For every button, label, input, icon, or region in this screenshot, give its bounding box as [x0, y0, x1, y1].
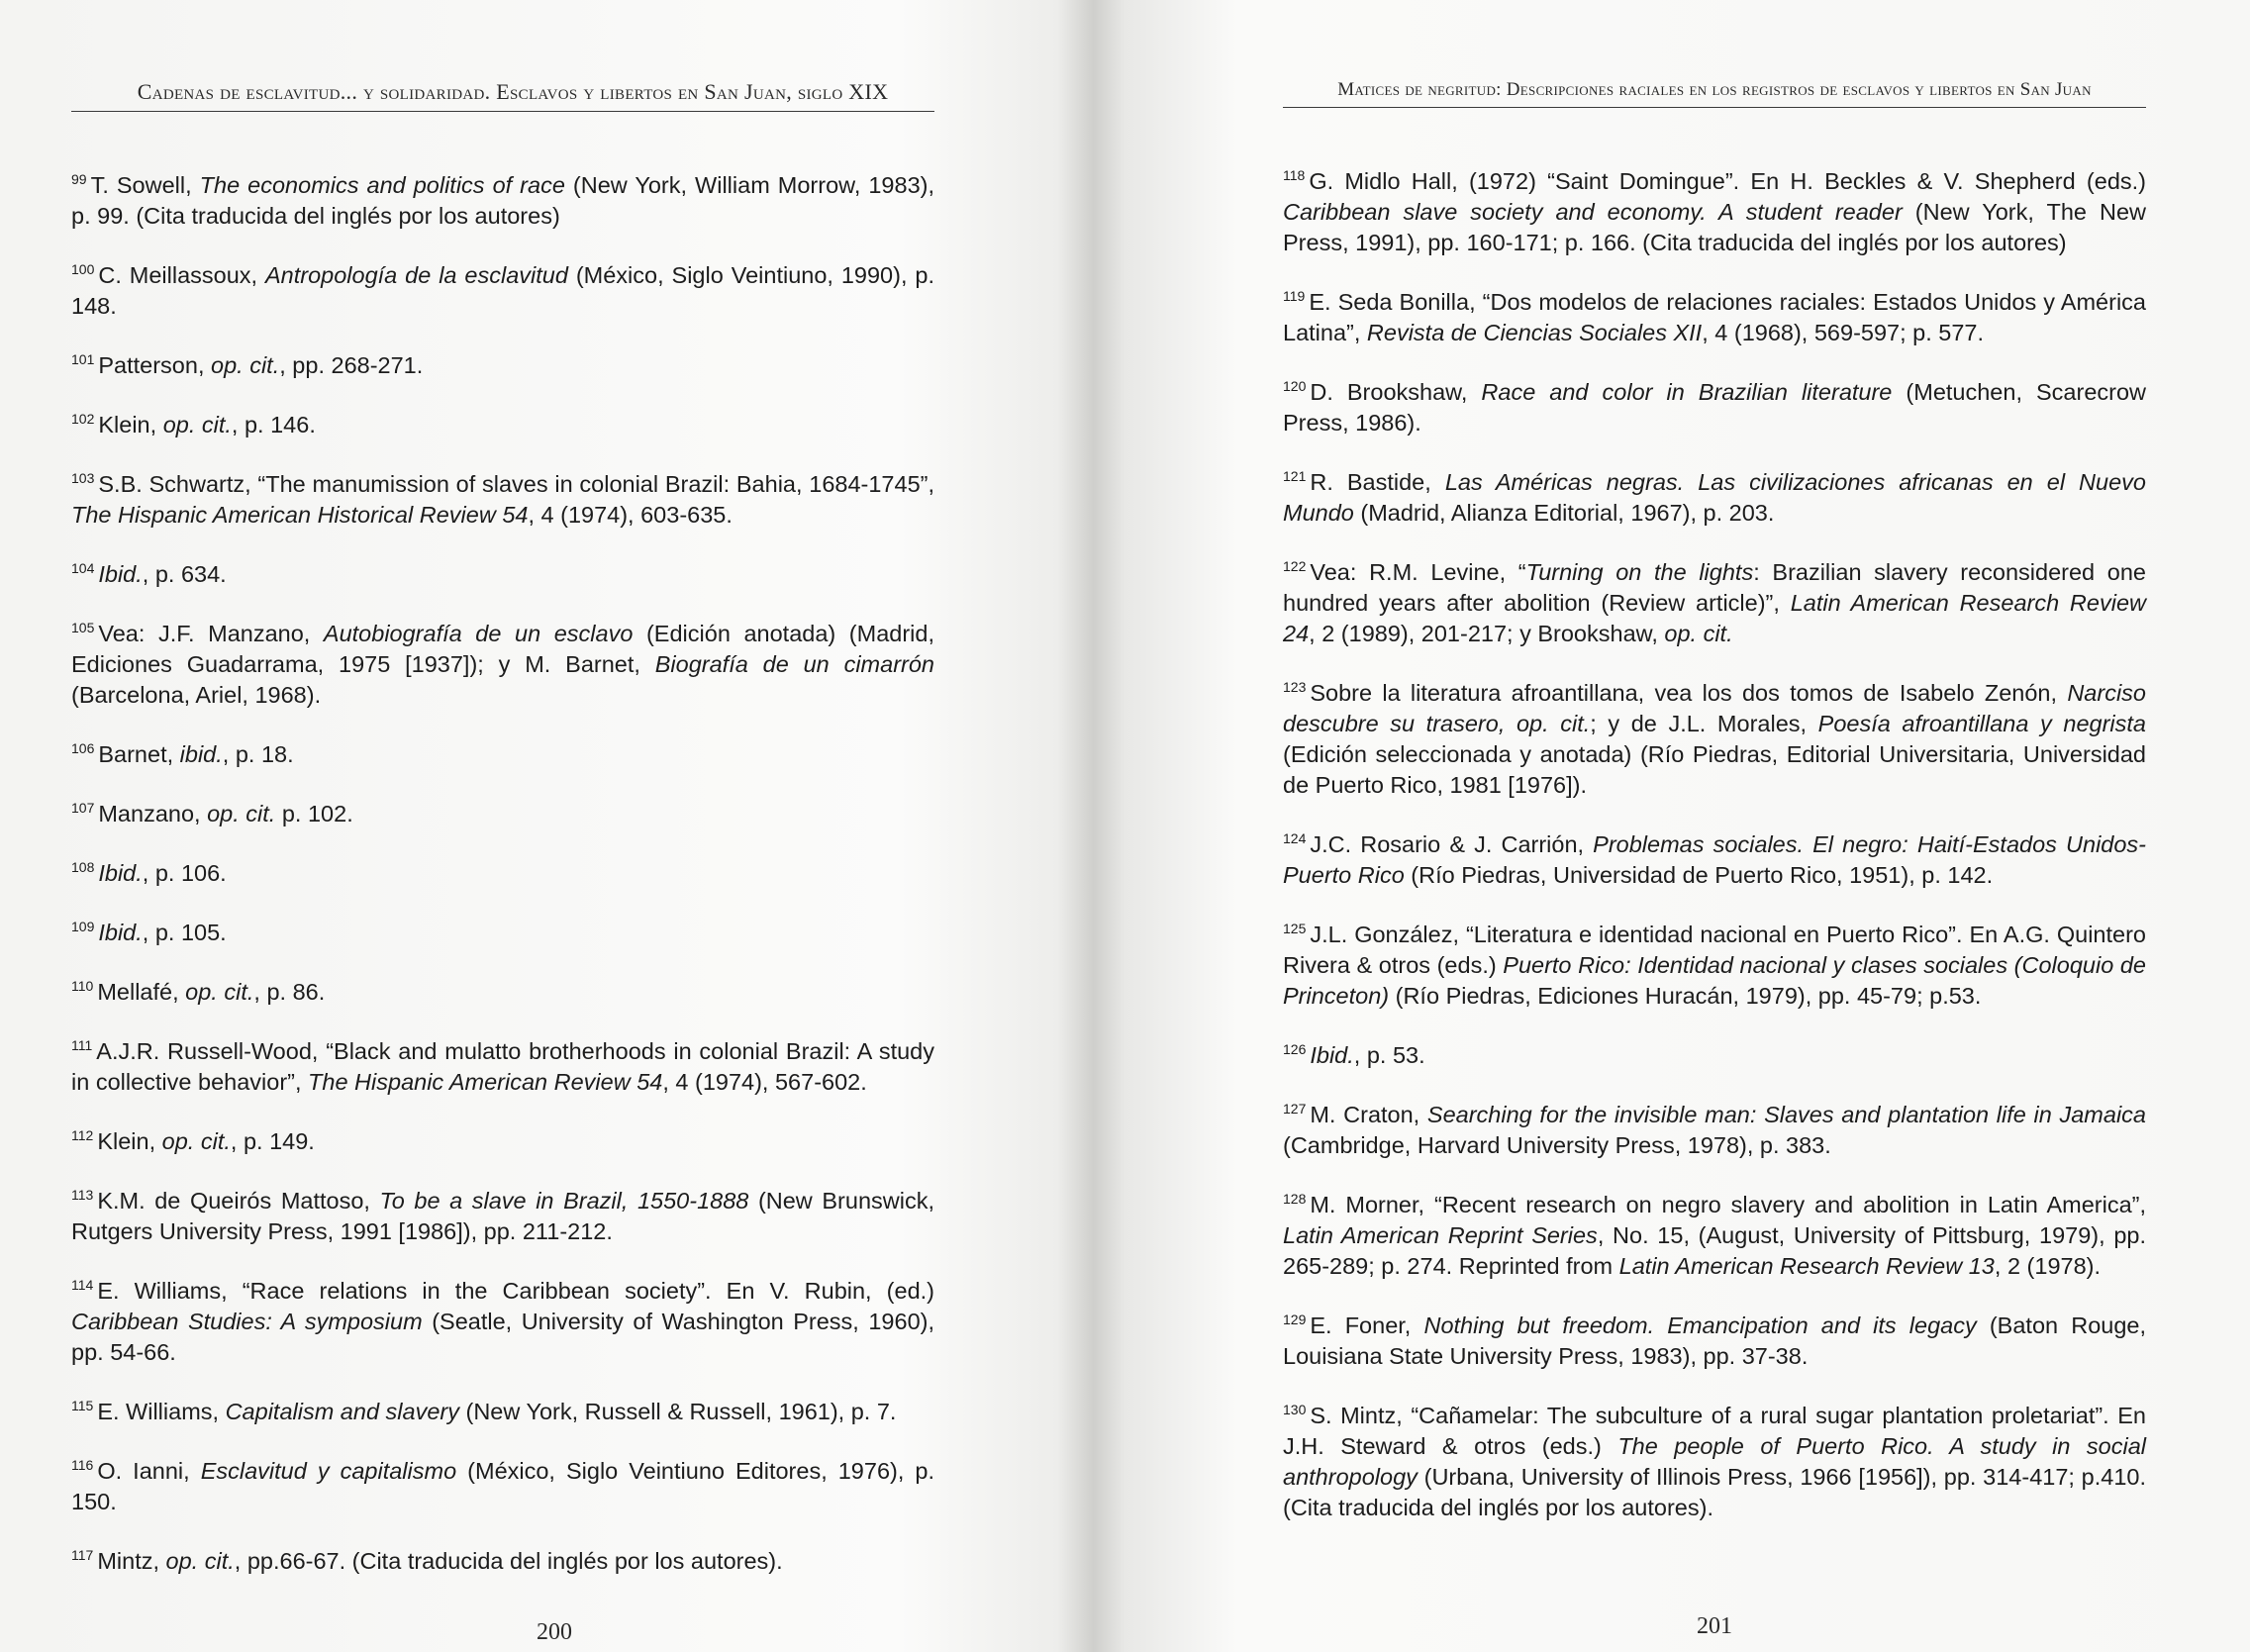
- footnote-number: 125: [1283, 921, 1307, 936]
- footnote-number: 117: [71, 1547, 94, 1563]
- footnote-text: , p. 18.: [222, 741, 294, 767]
- footnote-number: 106: [71, 740, 95, 756]
- footnote: [71, 469, 934, 531]
- footnote-number: 122: [1283, 558, 1307, 574]
- footnote-number: 120: [1283, 378, 1307, 394]
- footnotes-right: [1283, 166, 2146, 1552]
- footnote-text: (Metuchen, Scarecrow Press, 1986).: [1283, 379, 2147, 436]
- footnote-text: (Edición seleccionada y anotada) (Río Piedras, Editorial Universitaria, Universidad de Puerto Rico, 1981 [1976]).: [1283, 741, 2146, 798]
- footnote-text: Mintz,: [97, 1548, 166, 1574]
- footnote-italic-text: The people of Puerto Rico. A study in social anthropology: [1283, 1433, 2146, 1490]
- footnote-number: 104: [71, 560, 95, 576]
- footnote: [1283, 1100, 2146, 1161]
- footnote-text: J.L. González, “Literatura e identidad nacional en Puerto Rico”. En A.G. Quintero Rivera & otros (eds.): [1283, 922, 2146, 978]
- footnote-number: 121: [1283, 468, 1307, 484]
- footnote-italic-text: Ibid.: [1310, 1042, 1354, 1068]
- footnote-number: 101: [71, 351, 95, 367]
- footnote-text: , No. 15, (August, University of Pittsburg, 1979), pp. 265-289; p. 274. Reprinted from: [1283, 1222, 2147, 1279]
- footnote-text: , p. 53.: [1353, 1042, 1425, 1068]
- footnote-text: (Río Piedras, Ediciones Huracán, 1979), pp. 45-79; p.53.: [1389, 983, 1982, 1009]
- footnote-italic-text: op. cit.: [185, 979, 254, 1005]
- footnote-italic-text: Turning on the lights: [1525, 559, 1754, 585]
- footnote-number: 127: [1283, 1101, 1307, 1117]
- footnote-text: Klein,: [98, 412, 163, 437]
- footnote-text: Klein,: [97, 1128, 162, 1154]
- footnote-text: E. Seda Bonilla, “Dos modelos de relaciones raciales: Estados Unidos y América Latina”,: [1283, 289, 2146, 345]
- footnote-text: , 2 (1989), 201-217; y Brookshaw,: [1309, 621, 1665, 646]
- footnote: [1283, 467, 2146, 529]
- footnote-italic-text: Problemas sociales. El negro: Haití-Estados Unidos-Puerto Rico: [1283, 831, 2147, 888]
- footnote: [71, 170, 934, 232]
- footnote-number: 112: [71, 1127, 94, 1143]
- footnote: [1283, 920, 2146, 1012]
- footnote-text: (México, Siglo Veintiuno, 1990), p. 148.: [71, 262, 934, 319]
- footnote-number: 128: [1283, 1191, 1307, 1207]
- footnote-italic-text: The Hispanic American Review 54: [308, 1069, 663, 1095]
- footnote-text: G. Midlo Hall, (1972) “Saint Domingue”. En H. Beckles & V. Shepherd (eds.): [1309, 168, 2146, 194]
- footnote-number: 100: [71, 261, 95, 277]
- footnote-italic-text: Revista de Ciencias Sociales XII: [1366, 320, 1703, 345]
- footnote-number: 109: [71, 919, 95, 934]
- footnote-text: Barnet,: [98, 741, 180, 767]
- footnote-number: 99: [71, 171, 87, 187]
- footnote-text: , p. 149.: [230, 1128, 315, 1154]
- running-head-right: Matices de negritud: Descripciones raciales en los registros de esclavos y libertos en San Juan: [1283, 79, 2146, 108]
- footnote-text: , pp.66-67. (Cita traducida del inglés por los autores).: [234, 1548, 783, 1574]
- page-number-right: 201: [1697, 1613, 1732, 1639]
- footnote: [1283, 829, 2146, 891]
- footnote-text: J.C. Rosario & J. Carrión,: [1310, 831, 1594, 857]
- footnote-text: , pp. 268-271.: [279, 352, 424, 378]
- footnote-number: 116: [71, 1457, 94, 1473]
- footnote-text: Patterson,: [98, 352, 212, 378]
- footnote-text: (Baton Rouge, Louisiana State University Press, 1983), pp. 37-38.: [1283, 1312, 2147, 1369]
- footnote-text: Sobre la literatura afroantillana, vea los dos tomos de Isabelo Zenón,: [1310, 680, 2068, 706]
- footnote-number: 123: [1283, 679, 1307, 695]
- footnote-text: , 4 (1968), 569-597; p. 577.: [1702, 320, 1985, 345]
- footnote-text: (Madrid, Alianza Editorial, 1967), p. 203.: [1353, 500, 1775, 526]
- footnote-text: (Barcelona, Ariel, 1968).: [71, 682, 322, 708]
- footnote-number: 111: [71, 1037, 93, 1053]
- footnote-italic-text: Caribbean slave society and economy. A student reader: [1283, 199, 1903, 225]
- footnote-italic-text: The economics and politics of race: [199, 172, 565, 198]
- right-page: [1283, 0, 2146, 1652]
- footnote: [1283, 557, 2146, 649]
- footnote-number: 130: [1283, 1402, 1307, 1417]
- footnote-italic-text: op. cit.: [161, 1128, 231, 1154]
- footnote-italic-text: Poesía afroantillana y negrista: [1817, 711, 2146, 736]
- footnote-text: M. Morner, “Recent research on negro slavery and abolition in Latin America”,: [1310, 1192, 2146, 1217]
- footnote-italic-text: op. cit.: [165, 1548, 235, 1574]
- footnote-italic-text: Ibid.: [98, 561, 143, 587]
- footnote-text: D. Brookshaw,: [1310, 379, 1482, 405]
- footnote-number: 114: [71, 1277, 94, 1293]
- footnote-text: (México, Siglo Veintiuno Editores, 1976), p. 150.: [71, 1458, 934, 1514]
- page-number-left: [131, 1619, 1002, 1646]
- footnote-text: , 4 (1974), 567-602.: [662, 1069, 867, 1095]
- footnote-italic-text: Antropología de la esclavitud: [264, 262, 568, 288]
- footnote-number: 102: [71, 411, 95, 427]
- footnote: [71, 1276, 934, 1368]
- footnote-number: 124: [1283, 830, 1307, 846]
- footnote: [1283, 1311, 2146, 1372]
- footnote: [71, 350, 934, 381]
- footnote-text: S.B. Schwartz, “The manumission of slaves in colonial Brazil: Bahia, 1684-1745”,: [98, 471, 934, 497]
- footnote-text: p. 102.: [275, 801, 353, 826]
- footnote-italic-text: Nothing but freedom. Emancipation and its legacy: [1423, 1312, 1977, 1338]
- footnote-number: 105: [71, 620, 95, 635]
- footnote-italic-text: Ibid.: [98, 860, 143, 886]
- footnote-italic-text: op. cit.: [1664, 621, 1733, 646]
- footnote-text: O. Ianni,: [97, 1458, 201, 1484]
- footnote: [1283, 678, 2146, 801]
- footnote: [71, 559, 934, 590]
- left-page: [71, 0, 934, 1652]
- footnote-number: 107: [71, 800, 95, 816]
- footnote-text: Vea: J.F. Manzano,: [98, 621, 324, 646]
- footnote-number: 110: [71, 978, 94, 994]
- footnote-text: : Brazilian slavery reconsidered one hundred years after abolition (Review article)”,: [1283, 559, 2146, 616]
- footnote-italic-text: Las Américas negras. Las civilizaciones africanas en el Nuevo Mundo: [1283, 469, 2146, 526]
- footnote: [71, 858, 934, 889]
- footnote-italic-text: ibid.: [179, 741, 223, 767]
- footnote-text: R. Bastide,: [1310, 469, 1445, 495]
- footnote-italic-text: Narciso descubre su trasero, op. cit.: [1283, 680, 2146, 736]
- footnote: [71, 1397, 934, 1427]
- footnote-text: , 4 (1974), 603-635.: [528, 502, 733, 528]
- footnote-italic-text: op. cit.: [207, 801, 276, 826]
- footnote: [1283, 166, 2146, 258]
- running-head-left: Cadenas de esclavitud... y solidaridad. Esclavos y libertos en San Juan, siglo XIX: [71, 79, 934, 112]
- footnote-text: (New York, William Morrow, 1983), p. 99. (Cita traducida del inglés por los autores): [71, 172, 934, 229]
- footnote-text: (New York, Russell & Russell, 1961), p. 7.: [458, 1399, 897, 1424]
- footnote: [1283, 1040, 2146, 1071]
- footnote: [71, 619, 934, 711]
- footnotes-left: [71, 170, 934, 1605]
- footnote-italic-text: Ibid.: [98, 920, 143, 945]
- footnote-number: 126: [1283, 1041, 1307, 1057]
- footnote: [1283, 1401, 2146, 1523]
- footnote: [71, 918, 934, 948]
- footnote-text: , 2 (1978).: [1994, 1253, 2102, 1279]
- footnote-text: , p. 105.: [142, 920, 227, 945]
- footnote-text: (Urbana, University of Illinois Press, 1966 [1956]), pp. 314-417; p.410. (Cita traducida del inglés por los autores).: [1283, 1464, 2146, 1520]
- footnote-italic-text: Searching for the invisible man: Slaves and plantation life in Jamaica: [1426, 1102, 2146, 1127]
- footnote-text: (Río Piedras, Universidad de Puerto Rico, 1951), p. 142.: [1404, 862, 1994, 888]
- footnote: [71, 410, 934, 440]
- footnote-text: (New Brunswick, Rutgers University Press, 1991 [1986]), pp. 211-212.: [71, 1188, 934, 1244]
- footnote-text: , p. 86.: [253, 979, 326, 1005]
- footnote-text: Vea: R.M. Levine, “: [1310, 559, 1526, 585]
- footnote-number: 129: [1283, 1312, 1307, 1327]
- footnote-italic-text: Latin American Research Review 24: [1283, 590, 2146, 646]
- footnote-italic-text: Puerto Rico: Identidad nacional y clases sociales (Coloquio de Princeton): [1283, 952, 2146, 1009]
- footnote-italic-text: Capitalism and slavery: [225, 1399, 459, 1424]
- footnote-text: (Seatle, University of Washington Press, 1960), pp. 54-66.: [71, 1309, 934, 1365]
- footnote-number: 113: [71, 1187, 94, 1203]
- footnote-text: T. Sowell,: [90, 172, 200, 198]
- footnote-text: S. Mintz, “Cañamelar: The subculture of a rural sugar plantation proletariat”. En J.H. Steward & otros (eds.): [1283, 1403, 2146, 1459]
- footnote: [71, 977, 934, 1008]
- footnote: [71, 739, 934, 770]
- footnote: [71, 799, 934, 829]
- footnote-text: K.M. de Queirós Mattoso,: [97, 1188, 380, 1214]
- footnote-italic-text: Latin American Reprint Series: [1283, 1222, 1598, 1248]
- footnote-number: 118: [1283, 167, 1306, 183]
- footnote: [71, 1186, 934, 1247]
- footnote: [1283, 287, 2146, 348]
- footnote-text: M. Craton,: [1310, 1102, 1427, 1127]
- footnote-text: E. Williams, “Race relations in the Caribbean society”. En V. Rubin, (ed.): [97, 1278, 934, 1304]
- footnote-italic-text: Caribbean Studies: A symposium: [71, 1309, 423, 1334]
- footnote-text: , p. 634.: [142, 561, 227, 587]
- footnote-italic-text: Biografía de un cimarrón: [654, 651, 934, 677]
- footnote-italic-text: Esclavitud y capitalismo: [200, 1458, 457, 1484]
- footnote-text: (New York, The New Press, 1991), pp. 160-171; p. 166. (Cita traducida del inglés por los autores): [1283, 199, 2146, 255]
- footnote-text: (Cambridge, Harvard University Press, 1978), p. 383.: [1283, 1132, 1831, 1158]
- footnote: [71, 1036, 934, 1098]
- footnote: [1283, 377, 2146, 438]
- footnote-italic-text: To be a slave in Brazil, 1550-1888: [379, 1188, 749, 1214]
- footnote-italic-text: Autobiografía de un esclavo: [323, 621, 634, 646]
- footnote-number: 108: [71, 859, 95, 875]
- footnote-text: E. Foner,: [1310, 1312, 1424, 1338]
- footnote-number: 119: [1283, 288, 1306, 304]
- footnote-text: ; y de J.L. Morales,: [1590, 711, 1818, 736]
- footnote-text: A.J.R. Russell-Wood, “Black and mulatto brotherhoods in colonial Brazil: A study in collective behavior”,: [71, 1038, 934, 1095]
- footnote: [71, 260, 934, 322]
- footnote: [71, 1546, 934, 1577]
- footnote-text: C. Meillassoux,: [98, 262, 265, 288]
- footnote: [71, 1126, 934, 1157]
- footnote-italic-text: op. cit.: [211, 352, 280, 378]
- footnote-italic-text: The Hispanic American Historical Review 54: [71, 502, 529, 528]
- footnote: [71, 1456, 934, 1517]
- footnote-text: , p. 106.: [142, 860, 227, 886]
- footnote-text: Manzano,: [98, 801, 208, 826]
- page-number-left-text: 200: [537, 1619, 572, 1645]
- footnote-text: , p. 146.: [231, 412, 316, 437]
- footnote: [1283, 1190, 2146, 1282]
- footnote-number: 115: [71, 1398, 94, 1413]
- footnote-italic-text: Latin American Research Review 13: [1618, 1253, 1995, 1279]
- footnote-text: (Edición anotada) (Madrid, Ediciones Guadarrama, 1975 [1937]); y M. Barnet,: [71, 621, 934, 677]
- footnote-text: E. Williams,: [97, 1399, 226, 1424]
- footnote-text: Mellafé,: [97, 979, 186, 1005]
- footnote-italic-text: op. cit.: [162, 412, 232, 437]
- footnote-italic-text: Race and color in Brazilian literature: [1481, 379, 1893, 405]
- footnote-number: 103: [71, 470, 95, 486]
